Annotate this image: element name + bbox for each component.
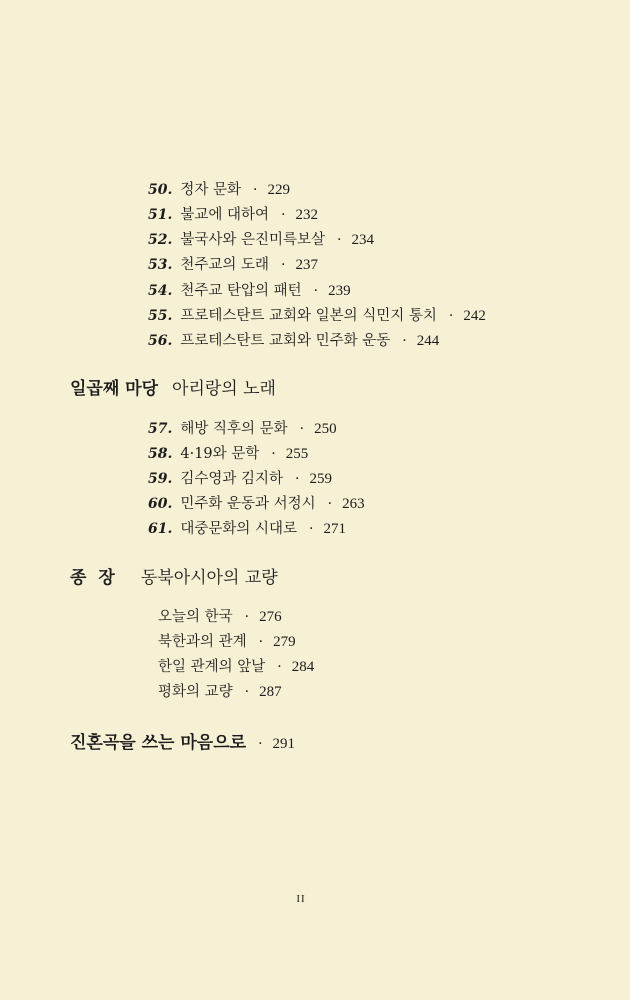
entry-title: 민주화 운동과 서정시: [180, 496, 316, 512]
entry-separator: ·: [281, 207, 286, 223]
entry-page: 232: [295, 207, 318, 223]
entry-number: 55.: [148, 308, 173, 324]
entry-title: 평화의 교량: [158, 684, 233, 700]
entry-page: 229: [267, 182, 290, 198]
entry-separator: ·: [327, 496, 333, 512]
entry-number: 52.: [148, 232, 173, 248]
entry-page: 255: [285, 446, 309, 462]
entry-number: 61.: [148, 521, 173, 537]
entry-title: 불교에 대하여: [180, 207, 270, 223]
section-title: 아리랑의 노래: [172, 379, 276, 399]
toc-entry-55: [148, 306, 486, 326]
entry-number: 60.: [148, 496, 173, 512]
entry-separator: ·: [309, 521, 314, 537]
entry-separator: ·: [299, 421, 305, 437]
entry-separator: ·: [281, 257, 286, 273]
entry-separator: ·: [258, 736, 263, 752]
entry-page: 284: [291, 659, 315, 675]
entry-title: 프로테스탄트 교회와 일본의 식민지 통치: [180, 308, 437, 324]
toc-entry-61: [148, 519, 346, 539]
toc-entry-53: [148, 255, 318, 275]
entry-page: 239: [328, 283, 351, 299]
toc-entry-51: [148, 205, 318, 225]
entry-separator: ·: [277, 659, 282, 675]
toc-entry-56: [148, 331, 439, 351]
entry-title: 프로테스탄트 교회와 민주화 운동: [180, 333, 391, 349]
entry-title: 4·19와 문학: [180, 446, 260, 462]
toc-entry-north-korea: [158, 632, 296, 652]
entry-number: 56.: [148, 333, 173, 349]
entry-page: 279: [273, 634, 296, 650]
entry-page: 287: [259, 684, 282, 700]
entry-separator: ·: [244, 609, 250, 625]
entry-title: 불국사와 은진미륵보살: [180, 232, 326, 248]
entry-page: 237: [295, 257, 318, 273]
section-label: 일곱째 마당: [70, 379, 159, 399]
entry-page: 244: [416, 333, 440, 349]
entry-page: 250: [314, 421, 337, 437]
entry-title: 정자 문화: [180, 182, 241, 198]
toc-entry-52: [148, 230, 374, 250]
toc-entry-59: [148, 469, 332, 489]
section-heading-seventh: [70, 378, 276, 400]
entry-separator: ·: [271, 446, 276, 462]
entry-separator: ·: [295, 471, 300, 487]
entry-page: 263: [342, 496, 365, 512]
entry-title: 해방 직후의 문화: [180, 421, 288, 437]
toc-entry-60: [148, 494, 365, 514]
page-number: II: [296, 893, 306, 905]
section-title: 동북아시아의 교량: [140, 568, 278, 588]
entry-title: 천주교의 도래: [180, 257, 270, 273]
section-heading-final-chapter: [70, 567, 278, 589]
entry-title: 천주교 탄압의 패턴: [180, 283, 302, 299]
section-label: 종장: [70, 568, 127, 588]
toc-entry-requiem: [70, 732, 295, 755]
entry-page: 291: [272, 736, 296, 752]
entry-title: 한일 관계의 앞날: [158, 659, 266, 675]
toc-entry-57: [148, 419, 337, 439]
entry-number: 59.: [148, 471, 173, 487]
entry-separator: ·: [244, 684, 250, 700]
entry-separator: ·: [253, 182, 258, 198]
toc-entry-peace-bridge: [158, 682, 282, 702]
entry-separator: ·: [313, 283, 319, 299]
entry-title: 김수영과 김지하: [180, 471, 284, 487]
entry-page: 259: [309, 471, 332, 487]
entry-page: 276: [259, 609, 282, 625]
entry-page: 242: [463, 308, 486, 324]
entry-number: 57.: [148, 421, 173, 437]
entry-number: 58.: [148, 446, 173, 462]
entry-separator: ·: [402, 333, 407, 349]
toc-entry-54: [148, 281, 351, 301]
entry-number: 51.: [148, 207, 173, 223]
entry-separator: ·: [448, 308, 454, 324]
toc-entry-korea-japan: [158, 657, 314, 677]
entry-number: 53.: [148, 257, 173, 273]
entry-title: 오늘의 한국: [158, 609, 233, 625]
toc-entry-today-korea: [158, 607, 282, 627]
entry-separator: ·: [258, 634, 264, 650]
entry-title: 대중문화의 시대로: [180, 521, 298, 537]
entry-page: 271: [323, 521, 346, 537]
toc-entry-58: [148, 444, 308, 464]
entry-title: 진혼곡을 쓰는 마음으로: [70, 733, 247, 753]
entry-number: 54.: [148, 283, 173, 299]
entry-number: 50.: [148, 182, 173, 198]
entry-page: 234: [351, 232, 374, 248]
toc-entry-50: [148, 180, 290, 200]
entry-title: 북한과의 관계: [158, 634, 247, 650]
entry-separator: ·: [337, 232, 342, 248]
